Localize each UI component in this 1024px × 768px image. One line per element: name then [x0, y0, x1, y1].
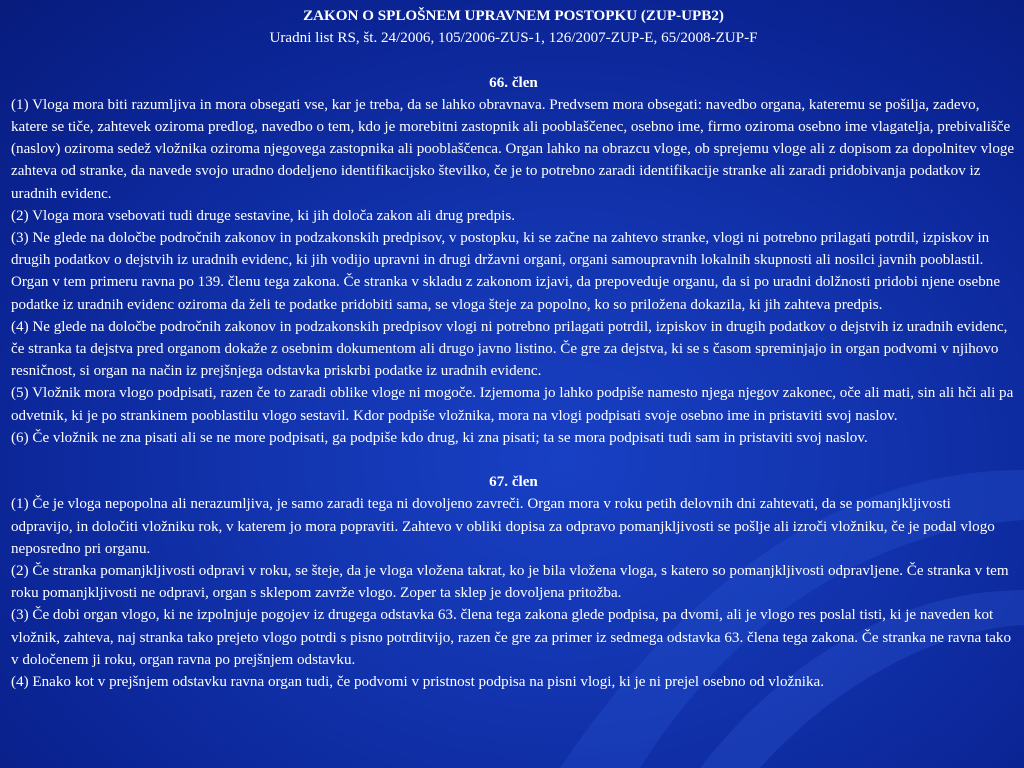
- slide-content: [11, 5, 1016, 693]
- article-67-paragraph-3: (3) Če dobi organ vlogo, ki ne izpolnjuje pogojev iz drugega odstavka 63. člena tega zakona glede podpisa, pa dvomi, ali je vlogo res poslal tisti, ki je naveden kot vložnik, zahteva, naj stranka tako prejeto vlogo potrdi s pisno potrditvijo, razen če gre za primer iz sedmega odstavka 63. člena tega zakona. Če stranka ne ravna tako v določenem ji roku, organ ravna po prejšnjem odstavku.: [11, 607, 1012, 668]
- article-66-paragraph-6: (6) Če vložnik ne zna pisati ali se ne more podpisati, ga podpiše kdo drug, ki zna pisati; ta se mora podpisati tudi sam in pristaviti svoj naslov.: [11, 429, 868, 446]
- article-67-paragraph-4: (4) Enako kot v prejšnjem odstavku ravna organ tudi, če podvomi v pristnost podpisa na pisni vlogi, ki je ni prejel osebno od vložnika.: [11, 674, 824, 691]
- article-66-paragraph-5: (5) Vložnik mora vlogo podpisati, razen če to zaradi oblike vloge ni mogoče. Izjemoma jo lahko podpiše namesto njega njegov zakonec, oče ali mati, sin ali hči ali pa odvetnik, ki je po strankinem pooblastilu vlogo sestavil. Kdor podpiše vložnika, mora na vlogi podpisati svoje osebno ime in pristaviti svoj naslov.: [11, 385, 1014, 424]
- article-66-heading: 66. člen: [489, 74, 538, 91]
- document-title: ZAKON O SPLOŠNEM UPRAVNEM POSTOPKU (ZUP-UPB2): [303, 8, 724, 24]
- article-66-paragraph-3: (3) Ne glede na določbe področnih zakonov in podzakonskih predpisov, v postopku, ki se začne na zahtevo stranke, vlogi ni potrebno prilagati potrdil, izpiskov in drugih podatkov o dejstvih iz uradnih evidenc, ki jih vodijo upravni in drugi državni organi, organi samoupravnih lokalnih skupnosti ali nosilci javnih pooblastil. Organ v tem primeru ravna po 139. členu tega zakona. Če stranka v skladu z zakonom izjavi, da prepoveduje organu, da si po uradni dolžnosti pridobi njene osebne podatke iz uradnih evidenc oziroma da želi te podatke pridobiti sama, se vloga šteje za popolno, ko so priložena dokazila, ki jih zahteva predpis.: [11, 230, 1001, 313]
- article-66-paragraph-2: (2) Vloga mora vsebovati tudi druge sestavine, ki jih določa zakon ali drug predpis.: [11, 207, 515, 224]
- article-67-paragraph-1: (1) Če je vloga nepopolna ali nerazumljiva, je samo zaradi tega ni dovoljeno zavreči. Organ mora v roku petih delovnih dni zahtevati, da se pomanjkljivosti odpravijo, in določiti vložniku rok, v katerem jo mora popraviti. Zahtevo v obliki dopisa za odpravo pomanjkljivosti se pošlje ali izroči vložniku, če je podal vlogo neposredno pri organu.: [11, 496, 995, 557]
- article-66-paragraph-1: (1) Vloga mora biti razumljiva in mora obsegati vse, kar je treba, da se lahko obravnava. Predvsem mora obsegati: navedbo organa, kateremu se pošilja, zadevo, katere se tiče, zahtevek oziroma predlog, navedbo o tem, kdo je morebitni zastopnik ali pooblaščenec, osebno ime, firmo oziroma osebno ime vlagatelja, prebivališče (naslov) oziroma sedež vložnika oziroma njegovega zastopnika ali pooblaščenca. Organ lahko na obrazcu vloge, ob sprejemu vloge ali z dopisom za dopolnitev vloge zahteva od stranke, da navede svojo uradno dodeljeno identifikacijsko številko, če je to potrebno zaradi identifikacije stranke ali zaradi pridobivanja podatkov iz uradnih evidenc.: [11, 96, 1015, 202]
- article-66-paragraph-4: (4) Ne glede na določbe področnih zakonov in podzakonskih predpisov vlogi ni potrebno prilagati potrdil, izpiskov in drugih podatkov o dejstvih iz uradnih evidenc, če stranka ta dejstva pred organom dokaže z osebnim dokumentom ali drugo javno listino. Če gre za dejstva, ki se s časom spreminjajo in organ podvomi v njihovo resničnost, si organ na način iz prejšnjega odstavka priskrbi podatke iz uradnih evidenc.: [11, 318, 1008, 380]
- document-subtitle: Uradni list RS, št. 24/2006, 105/2006-ZUS-1, 126/2007-ZUP-E, 65/2008-ZUP-F: [269, 30, 758, 47]
- article-67-paragraph-2: (2) Če stranka pomanjkljivosti odpravi v roku, se šteje, da je vloga vložena takrat, ko je bila vložena vloga, s katero so pomanjkljivosti odpravljene. Če stranka v tem roku pomanjkljivosti ne odpravi, organ s sklepom zavrže vlogo. Zoper ta sklep je dovoljena pritožba.: [11, 563, 1009, 602]
- article-67-heading: 67. člen: [489, 474, 538, 491]
